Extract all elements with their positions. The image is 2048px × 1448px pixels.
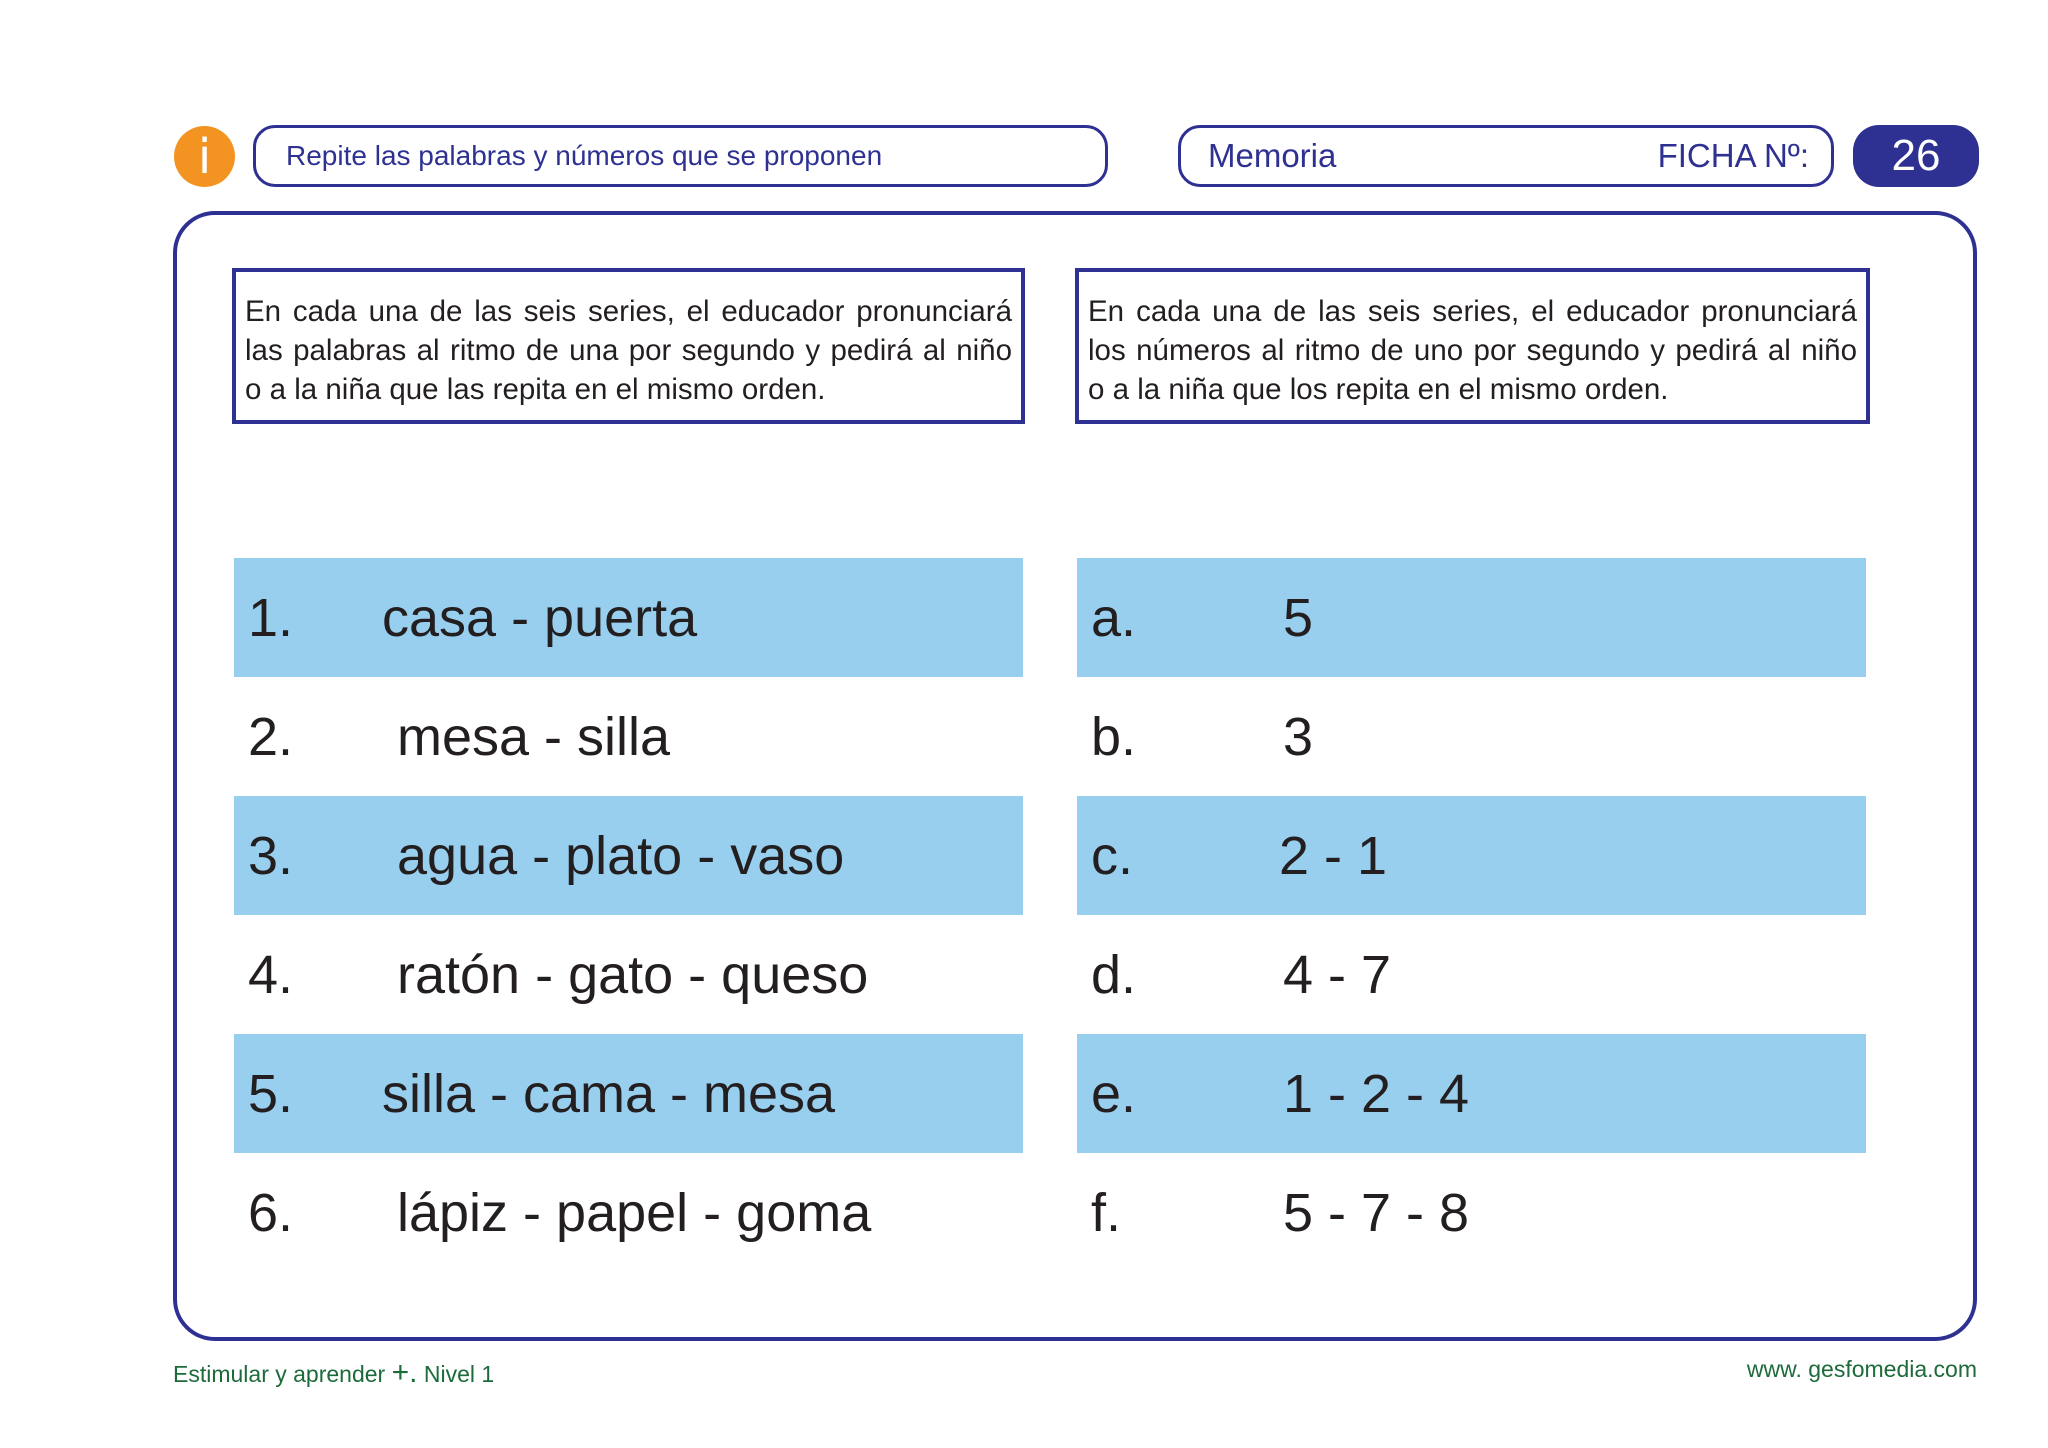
plus-symbol: +. [391, 1356, 418, 1389]
subject-label: Memoria [1208, 137, 1337, 174]
series-label: 3. [248, 825, 294, 886]
series-words: ratón - gato - queso [397, 944, 869, 1005]
number-series-row [1077, 1153, 1866, 1272]
word-series-row [234, 1034, 1023, 1153]
numbers-instructions-box: En cada una de las seis series, el educador pronunciará los números al ritmo de uno por segundo y pedirá al niño o a la niña que los repita en el mismo orden. [1075, 268, 1870, 424]
number-series-row [1077, 796, 1866, 915]
word-series-list [234, 558, 1023, 1272]
series-label: 6. [248, 1182, 294, 1243]
series-words: agua - plato - vaso [397, 825, 845, 886]
word-series-row [234, 796, 1023, 915]
footer-title: Estimular y aprender [173, 1361, 386, 1387]
words-instructions-box: En cada una de las seis series, el educador pronunciará las palabras al ritmo de una por segundo y pedirá al niño o a la niña que las repita en el mismo orden. [232, 268, 1025, 424]
series-words: casa - puerta [382, 587, 698, 648]
number-series-row [1077, 915, 1866, 1034]
number-series-row [1077, 677, 1866, 796]
ficha-number-badge: 26 [1853, 125, 1979, 187]
series-label: a. [1091, 587, 1137, 648]
word-series-row [234, 558, 1023, 677]
series-label: 2. [248, 706, 294, 767]
footer-publication [173, 1356, 494, 1390]
series-words: silla - cama - mesa [382, 1063, 836, 1124]
series-numbers: 2 - 1 [1279, 825, 1388, 886]
word-series-row [234, 677, 1023, 796]
instruction-text: Repite las palabras y números que se proponen [286, 140, 883, 171]
word-series-row [234, 915, 1023, 1034]
series-label: d. [1091, 944, 1137, 1005]
series-label: c. [1091, 825, 1134, 886]
series-numbers: 5 [1283, 587, 1314, 648]
series-words: lápiz - papel - goma [397, 1182, 872, 1243]
series-numbers: 3 [1283, 706, 1314, 767]
footer-level: Nivel 1 [423, 1361, 495, 1387]
info-icon: i [174, 126, 235, 187]
number-series-list [1077, 558, 1866, 1272]
number-series-row [1077, 1034, 1866, 1153]
instruction-banner [253, 125, 1108, 187]
series-words: mesa - silla [397, 706, 671, 767]
series-label: 5. [248, 1063, 294, 1124]
series-numbers: 5 - 7 - 8 [1283, 1182, 1470, 1243]
ficha-label: FICHA Nº: [1657, 137, 1809, 174]
series-label: 4. [248, 944, 294, 1005]
subject-banner [1178, 125, 1834, 187]
footer-website[interactable]: www. gesfomedia.com [1746, 1356, 1977, 1382]
series-numbers: 1 - 2 - 4 [1283, 1063, 1470, 1124]
number-series-row [1077, 558, 1866, 677]
series-numbers: 4 - 7 [1283, 944, 1392, 1005]
series-label: f. [1091, 1182, 1122, 1243]
series-label: e. [1091, 1063, 1137, 1124]
series-label: 1. [248, 587, 294, 648]
word-series-row [234, 1153, 1023, 1272]
series-label: b. [1091, 706, 1137, 767]
